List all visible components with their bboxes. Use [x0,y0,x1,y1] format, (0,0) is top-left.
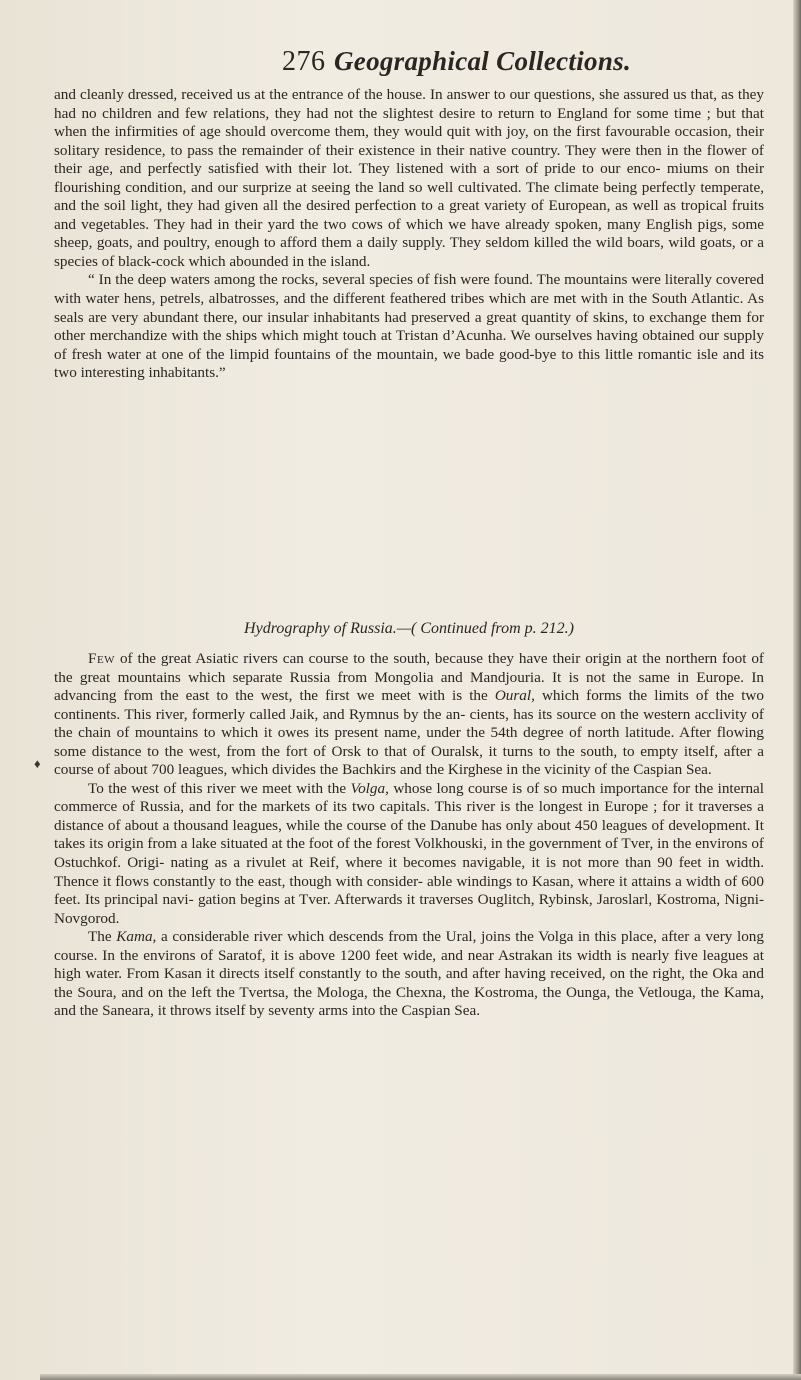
page-edge-right [793,0,801,1380]
page-number: 276 [282,46,326,77]
paragraph-volga [54,780,764,928]
text-block-tristan [54,86,764,383]
margin-mark-icon: ♦ [34,756,41,771]
running-title: Geographical Collections. [334,46,631,76]
section-title: Hydrography of Russia.—( Continued from p. 212.) [244,620,574,637]
paragraph-volga-text-b: whose long course is of so much importance for the internal commerce of Russia, and for the markets of its two capitals. This river is the longest in Europe ; for it traverses a distance of about a thousand leagues, while the course of the Danube has only about 450 leagues of development. It takes its origin from a lake situated at the foot of the forest Volkhouski, in the government of Tver, in the environs of Ostuchkof. Origi- nating as a rivulet at Reif, where it becomes navigable, it is not more than 90 feet in width. Thence it flows constantly to the east, though with consider- able windings to Kasan, where it attains a width of 600 feet. Its principal navi- gation begins at Tver. Afterwards it traverses Ouglitch, Rybinsk, Jaroslarl, Kostroma, Nigni-Novgorod. [54,779,764,927]
paragraph-2: “ In the deep waters among the rocks, several species of fish were found. The mountains were literally covered with water hens, petrels, albatrosses, and the different feathered tribes which are met with in the South Atlantic. As seals are very abundant there, our insular inhabitants had preserved a great quantity of skins, to exchange them for other merchandize with the ships which might touch at Tristan d’Acunha. We ourselves having obtained our supply of fresh water at one of the limpid fountains of the mountain, we bade good-bye to this little romantic isle and its two interesting inhabitants.” [54,271,764,382]
paragraph-volga-text-a: To the west of this river we meet with the [88,779,351,797]
river-name-oural: Oural, [494,687,535,705]
paragraph-kama-text-a: The [88,928,117,946]
paragraph-oural [54,650,764,780]
river-name-volga: Volga, [350,779,389,797]
text-block-hydrography [54,650,764,1021]
river-name-kama: Kama, [116,928,157,946]
paragraph-oural-text-a: of the great Asiatic rivers can course to the south, because they have their origin at the northern foot of the great mountains which separate Russia from Mongolia and Mandjouria. It is not the same in Europe. In advancing from the east to the west, the first we meet with is the [54,650,764,705]
paragraph-kama-text-b: a considerable river which descends from the Ural, joins the Volga in this place, after a very long course. In the environs of Saratof, it is above 1200 feet wide, and near Astrakan its width is nearly five leagues at high water. From Kasan it directs itself constantly to the south, and after having received, on the right, the Oka and the Soura, and on the left the Tvertsa, the Mologa, the Chexna, the Kostroma, the Ounga, the Vetlouga, the Kama, and the Saneara, it throws itself by seventy arms into the Caspian Sea. [54,928,764,1020]
paragraph-oural-text-b: which forms the limits of the two continents. This river, formerly called Jaik, and Rymnus by the an- cients, has its source on the western acclivity of the chain of mountains to which it owes its present name, under the 54th degree of north latitude. After flowing some distance to the west, from the fort of Orsk to that of Ouralsk, it turns to the south, to empty itself, after a course of about 700 leagues, which divides the Bachkirs and the Kirghese in the vicinity of the Caspian Sea. [54,687,764,779]
paragraph-1: and cleanly dressed, received us at the entrance of the house. In answer to our questions, she assured us that, as they had no children and few relations, they had not the slightest desire to return to England for some time ; but that when the infirmities of age should overcome them, they would quit with joy, on the first favourable occasion, their solitary residence, to pass the remainder of their existence in their native country. They were then in the flower of their age, and perfectly satisfied with their lot. They listened with a sort of pride to our enco- miums on their flourishing condition, and our surprize at seeing the land so well cultivated. The climate being perfectly temperate, and the soil light, they had given all the desired perfection to a great variety of European, as well as tropical fruits and vegetables. They had in their yard the two cows of which we have already spoken, many English pigs, some sheep, goats, and poultry, enough to afford them a daily supply. They seldom killed the wild boars, wild goats, or a species of black-cock which abounded in the island. [54,86,764,270]
page-edge-bottom [40,1374,801,1380]
dropcap-word: Few [88,650,116,667]
paragraph-kama [54,928,764,1021]
